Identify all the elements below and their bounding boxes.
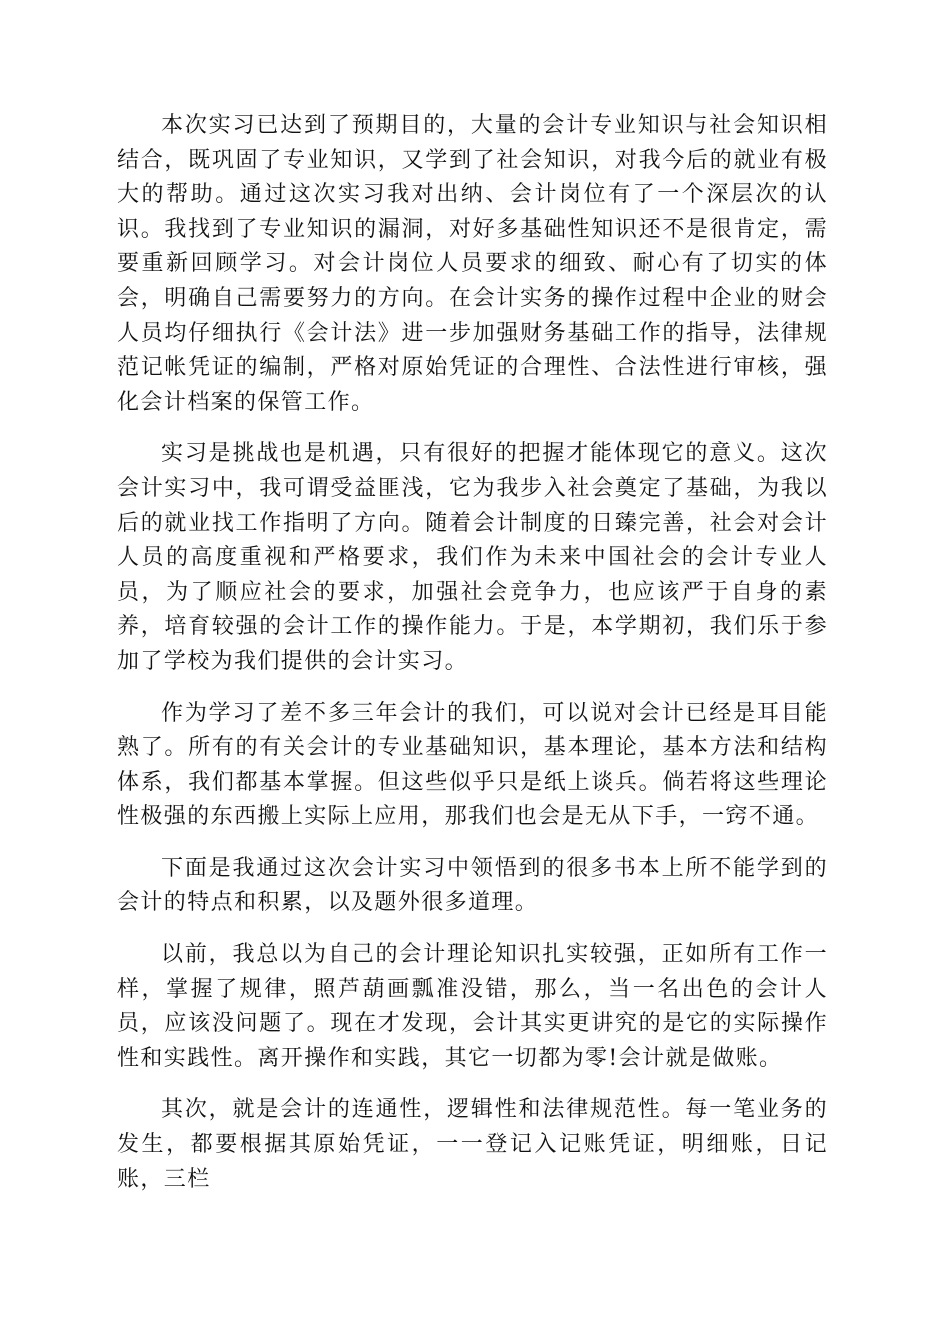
paragraph-challenge-opportunity: 实习是挑战也是机遇，只有很好的把握才能体现它的意义。这次会计实习中，我可谓受益匪浅，它为我步入社会奠定了基础，为我以后的就业找工作指明了方向。随着会计制度的日臻完善，社会对会计人员的高度重视和严格要求，我们作为未来中国社会的会计专业人员，为了顺应社会的要求，加强社会竞争力，也应该严于自身的素养，培育较强的会计工作的操作能力。于是，本学期初，我们乐于参加了学校为我们提供的会计实习。 bbox=[117, 441, 828, 674]
paragraph-lessons-intro: 下面是我通过这次会计实习中领悟到的很多书本上所不能学到的会计的特点和积累，以及题外很多道理。 bbox=[117, 855, 828, 916]
paragraph-accounting-continuity: 其次，就是会计的连通性，逻辑性和法律规范性。每一笔业务的发生，都要根据其原始凭证，一一登记入记账凭证，明细账，日记账，三栏 bbox=[117, 1097, 828, 1192]
paragraph-internship-goal: 本次实习已达到了预期目的，大量的会计专业知识与社会知识相结合，既巩固了专业知识，又学到了社会知识，对我今后的就业有极大的帮助。通过这次实习我对出纳、会计岗位有了一个深层次的认识。我找到了专业知识的漏洞，对好多基础性知识还不是很肯定，需要重新回顾学习。对会计岗位人员要求的细致、耐心有了切实的体会，明确自己需要努力的方向。在会计实务的操作过程中企业的财会人员均仔细执行《会计法》进一步加强财务基础工作的指导，法律规范记帐凭证的编制，严格对原始凭证的合理性、合法性进行审核，强化会计档案的保管工作。 bbox=[117, 113, 828, 415]
paragraph-theory-vs-practice: 作为学习了差不多三年会计的我们，可以说对会计已经是耳目能熟了。所有的有关会计的专业基础知识，基本理论，基本方法和结构体系，我们都基本掌握。但这些似乎只是纸上谈兵。倘若将这些理论性极强的东西搬上实际上应用，那我们也会是无从下手，一窍不通。 bbox=[117, 700, 828, 830]
paragraph-practice-importance: 以前，我总以为自己的会计理论知识扎实较强，正如所有工作一样，掌握了规律，照芦葫画瓢准没错，那么，当一名出色的会计人员，应该没问题了。现在才发现，会计其实更讲究的是它的实际操作性和实践性。离开操作和实践，其它一切都为零!会计就是做账。 bbox=[117, 942, 828, 1071]
